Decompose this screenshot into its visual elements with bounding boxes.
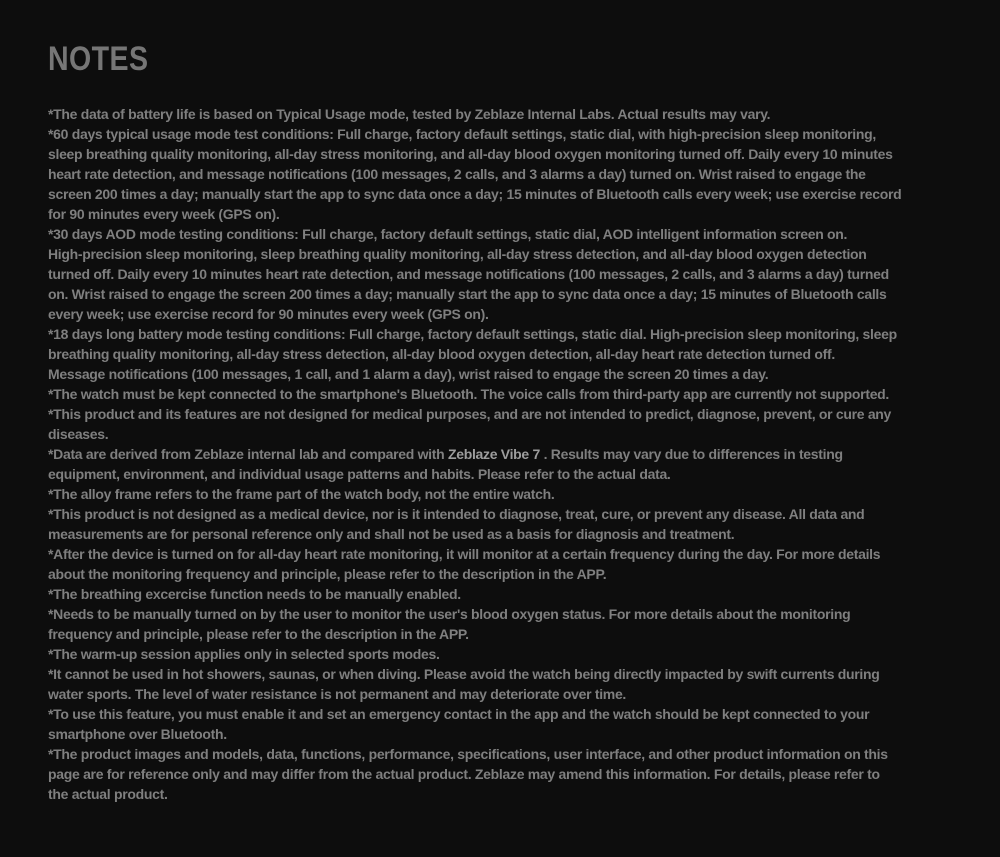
note-line: every week; use exercise record for 90 minutes every week (GPS on).	[48, 306, 489, 322]
note-line: about the monitoring frequency and principle, please refer to the description in the APP.	[48, 566, 607, 582]
note-line: *The product images and models, data, functions, performance, specifications, user interface, and other product information on this	[48, 746, 888, 762]
note-line: *The alloy frame refers to the frame part of the watch body, not the entire watch.	[48, 486, 555, 502]
note-line: *This product is not designed as a medical device, nor is it intended to diagnose, treat, cure, or prevent any disease. All data and	[48, 506, 865, 522]
note-line: the actual product.	[48, 786, 168, 802]
note-line: measurements are for personal reference only and shall not be used as a basis for diagnosis and treatment.	[48, 526, 735, 542]
note-line-emphasis: Zeblaze Vibe 7	[447, 446, 540, 462]
note-line: *Needs to be manually turned on by the user to monitor the user's blood oxygen status. For more details about the monitoring	[48, 606, 851, 622]
note-line: equipment, environment, and individual usage patterns and habits. Please refer to the actual data.	[48, 466, 671, 482]
note-line: water sports. The level of water resistance is not permanent and may deteriorate over time.	[48, 686, 627, 702]
notes-text-block	[48, 104, 964, 804]
note-line: sleep breathing quality monitoring, all-day stress monitoring, and all-day blood oxygen monitoring turned off. Daily every 10 minutes	[48, 146, 893, 162]
note-line: diseases.	[48, 426, 109, 442]
note-line: smartphone over Bluetooth.	[48, 726, 227, 742]
note-line: Message notifications (100 messages, 1 call, and 1 alarm a day), wrist raised to engage the screen 20 times a day.	[48, 366, 769, 382]
note-line: *The watch must be kept connected to the smartphone's Bluetooth. The voice calls from third-party app are currently not supported.	[48, 386, 890, 402]
note-line: screen 200 times a day; manually start the app to sync data once a day; 15 minutes of Bluetooth calls every week; use exercise record	[48, 186, 902, 202]
note-line: *30 days AOD mode testing conditions: Full charge, factory default settings, static dial, AOD intelligent information screen on.	[48, 226, 848, 242]
note-line: *18 days long battery mode testing conditions: Full charge, factory default settings, static dial. High-precision sleep monitoring, sleep	[48, 326, 897, 342]
note-line: *The breathing excercise function needs to be manually enabled.	[48, 586, 461, 602]
note-line: *This product and its features are not designed for medical purposes, and are not intended to predict, diagnose, prevent, or cure any	[48, 406, 892, 422]
note-line: *To use this feature, you must enable it and set an emergency contact in the app and the watch should be kept connected to your	[48, 706, 870, 722]
note-line: heart rate detection, and message notifications (100 messages, 2 calls, and 3 alarms a day) turned on. Wrist raised to engage the	[48, 166, 866, 182]
note-line: *It cannot be used in hot showers, saunas, or when diving. Please avoid the watch being directly impacted by swift currents during	[48, 666, 880, 682]
note-line: frequency and principle, please refer to the description in the APP.	[48, 626, 469, 642]
note-line: *60 days typical usage mode test conditions: Full charge, factory default settings, static dial, with high-precision sleep monitoring,	[48, 126, 876, 142]
note-line-segment: . Results may vary due to differences in testing	[540, 446, 843, 462]
note-line: *The data of battery life is based on Typical Usage mode, tested by Zeblaze Internal Labs. Actual results may vary.	[48, 106, 771, 122]
note-line: page are for reference only and may differ from the actual product. Zeblaze may amend this information. For details, please refer to	[48, 766, 880, 782]
note-line: turned off. Daily every 10 minutes heart rate detection, and message notifications (100 messages, 2 calls, and 3 alarms a day) turned	[48, 266, 889, 282]
page-title: NOTES	[48, 40, 149, 78]
note-line: on. Wrist raised to engage the screen 200 times a day; manually start the app to sync data once a day; 15 minutes of Bluetooth calls	[48, 286, 887, 302]
note-line: *The warm-up session applies only in selected sports modes.	[48, 646, 440, 662]
note-line: breathing quality monitoring, all-day stress detection, all-day blood oxygen detection, all-day heart rate detection turned off.	[48, 346, 835, 362]
note-line: for 90 minutes every week (GPS on).	[48, 206, 280, 222]
note-line: High-precision sleep monitoring, sleep breathing quality monitoring, all-day stress detection, and all-day blood oxygen detection	[48, 246, 867, 262]
note-line: *After the device is turned on for all-day heart rate monitoring, it will monitor at a certain frequency during the day. For more details	[48, 546, 881, 562]
note-line-segment: *Data are derived from Zeblaze internal lab and compared with	[48, 446, 448, 462]
note-line	[48, 444, 964, 464]
